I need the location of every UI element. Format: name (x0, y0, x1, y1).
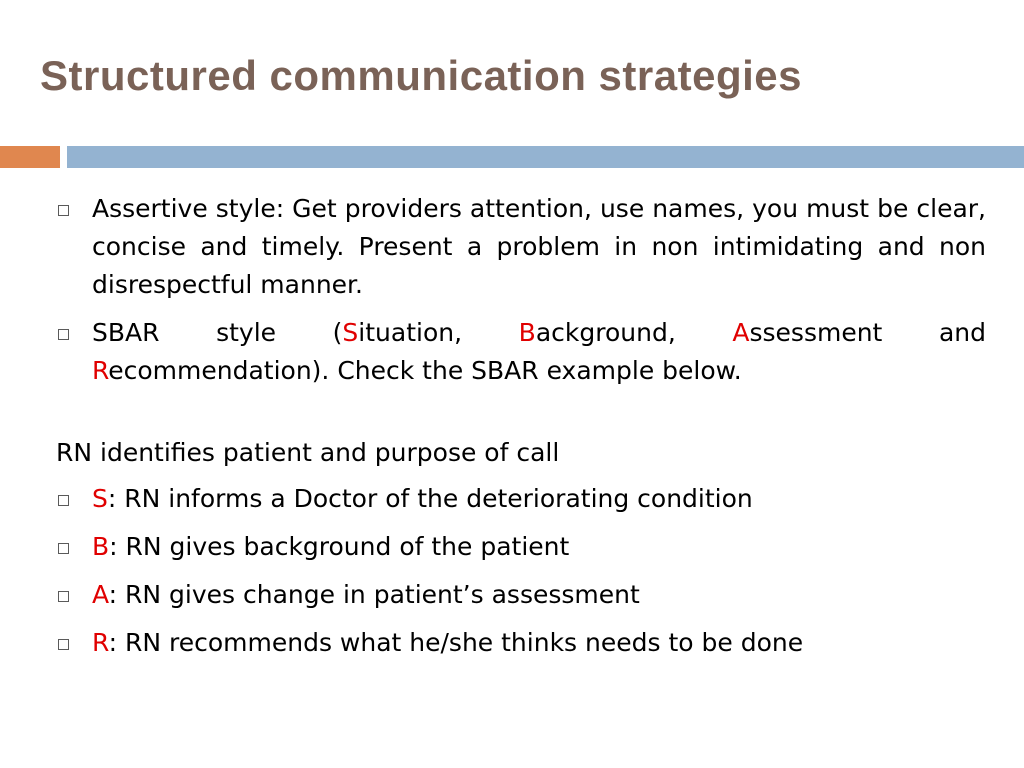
sbar-item-letter: A (92, 580, 109, 609)
sbar-letter-s: S (342, 318, 359, 347)
square-bullet-icon (58, 329, 69, 340)
sbar-item-text: : RN gives change in patient’s assessment (108, 580, 640, 609)
sbar-item-letter: B (92, 532, 110, 561)
sbar-item-letter: R (92, 628, 109, 657)
sbar-example-list (56, 480, 986, 662)
sbar-item-text: : RN informs a Doctor of the deteriorating condition (107, 484, 753, 513)
page-title: Structured communication strategies (40, 52, 802, 99)
sbar-item-text: : RN gives background of the patient (109, 532, 570, 561)
sbar-item-situation (56, 480, 986, 518)
sbar-letter-a: A (732, 318, 750, 347)
sbar-word-assessment: ssessment and (749, 318, 987, 347)
sbar-item-assessment (56, 576, 986, 614)
sbar-item-background (56, 528, 986, 566)
bullet-sbar-style (56, 314, 986, 390)
sbar-word-situation: ituation, (358, 318, 519, 347)
accent-bar-blue (67, 146, 1024, 168)
slide-content (56, 190, 986, 672)
sbar-word-recommendation: ecommendation). Check the SBAR example below. (108, 356, 742, 385)
square-bullet-icon (58, 543, 69, 554)
sbar-item-recommendation (56, 624, 986, 662)
sbar-letter-b: B (518, 318, 536, 347)
square-bullet-icon (58, 591, 69, 602)
square-bullet-icon (58, 639, 69, 650)
bullet-text: Assertive style: Get providers attention, use names, you must be clear, concise and timely. Present a problem in non intimidating and non disrespectful manner. (92, 194, 986, 299)
sbar-word-background: ackground, (535, 318, 733, 347)
sbar-item-text: : RN recommends what he/she thinks needs to be done (108, 628, 804, 657)
bullet-assertive-style (56, 190, 986, 304)
square-bullet-icon (58, 495, 69, 506)
square-bullet-icon (58, 205, 69, 216)
sbar-item-letter: S (92, 484, 108, 513)
sbar-letter-r: R (92, 356, 109, 385)
sbar-intro-line: RN identifies patient and purpose of call (56, 438, 560, 467)
accent-bar-orange (0, 146, 60, 168)
sbar-prefix: SBAR style ( (92, 318, 343, 347)
